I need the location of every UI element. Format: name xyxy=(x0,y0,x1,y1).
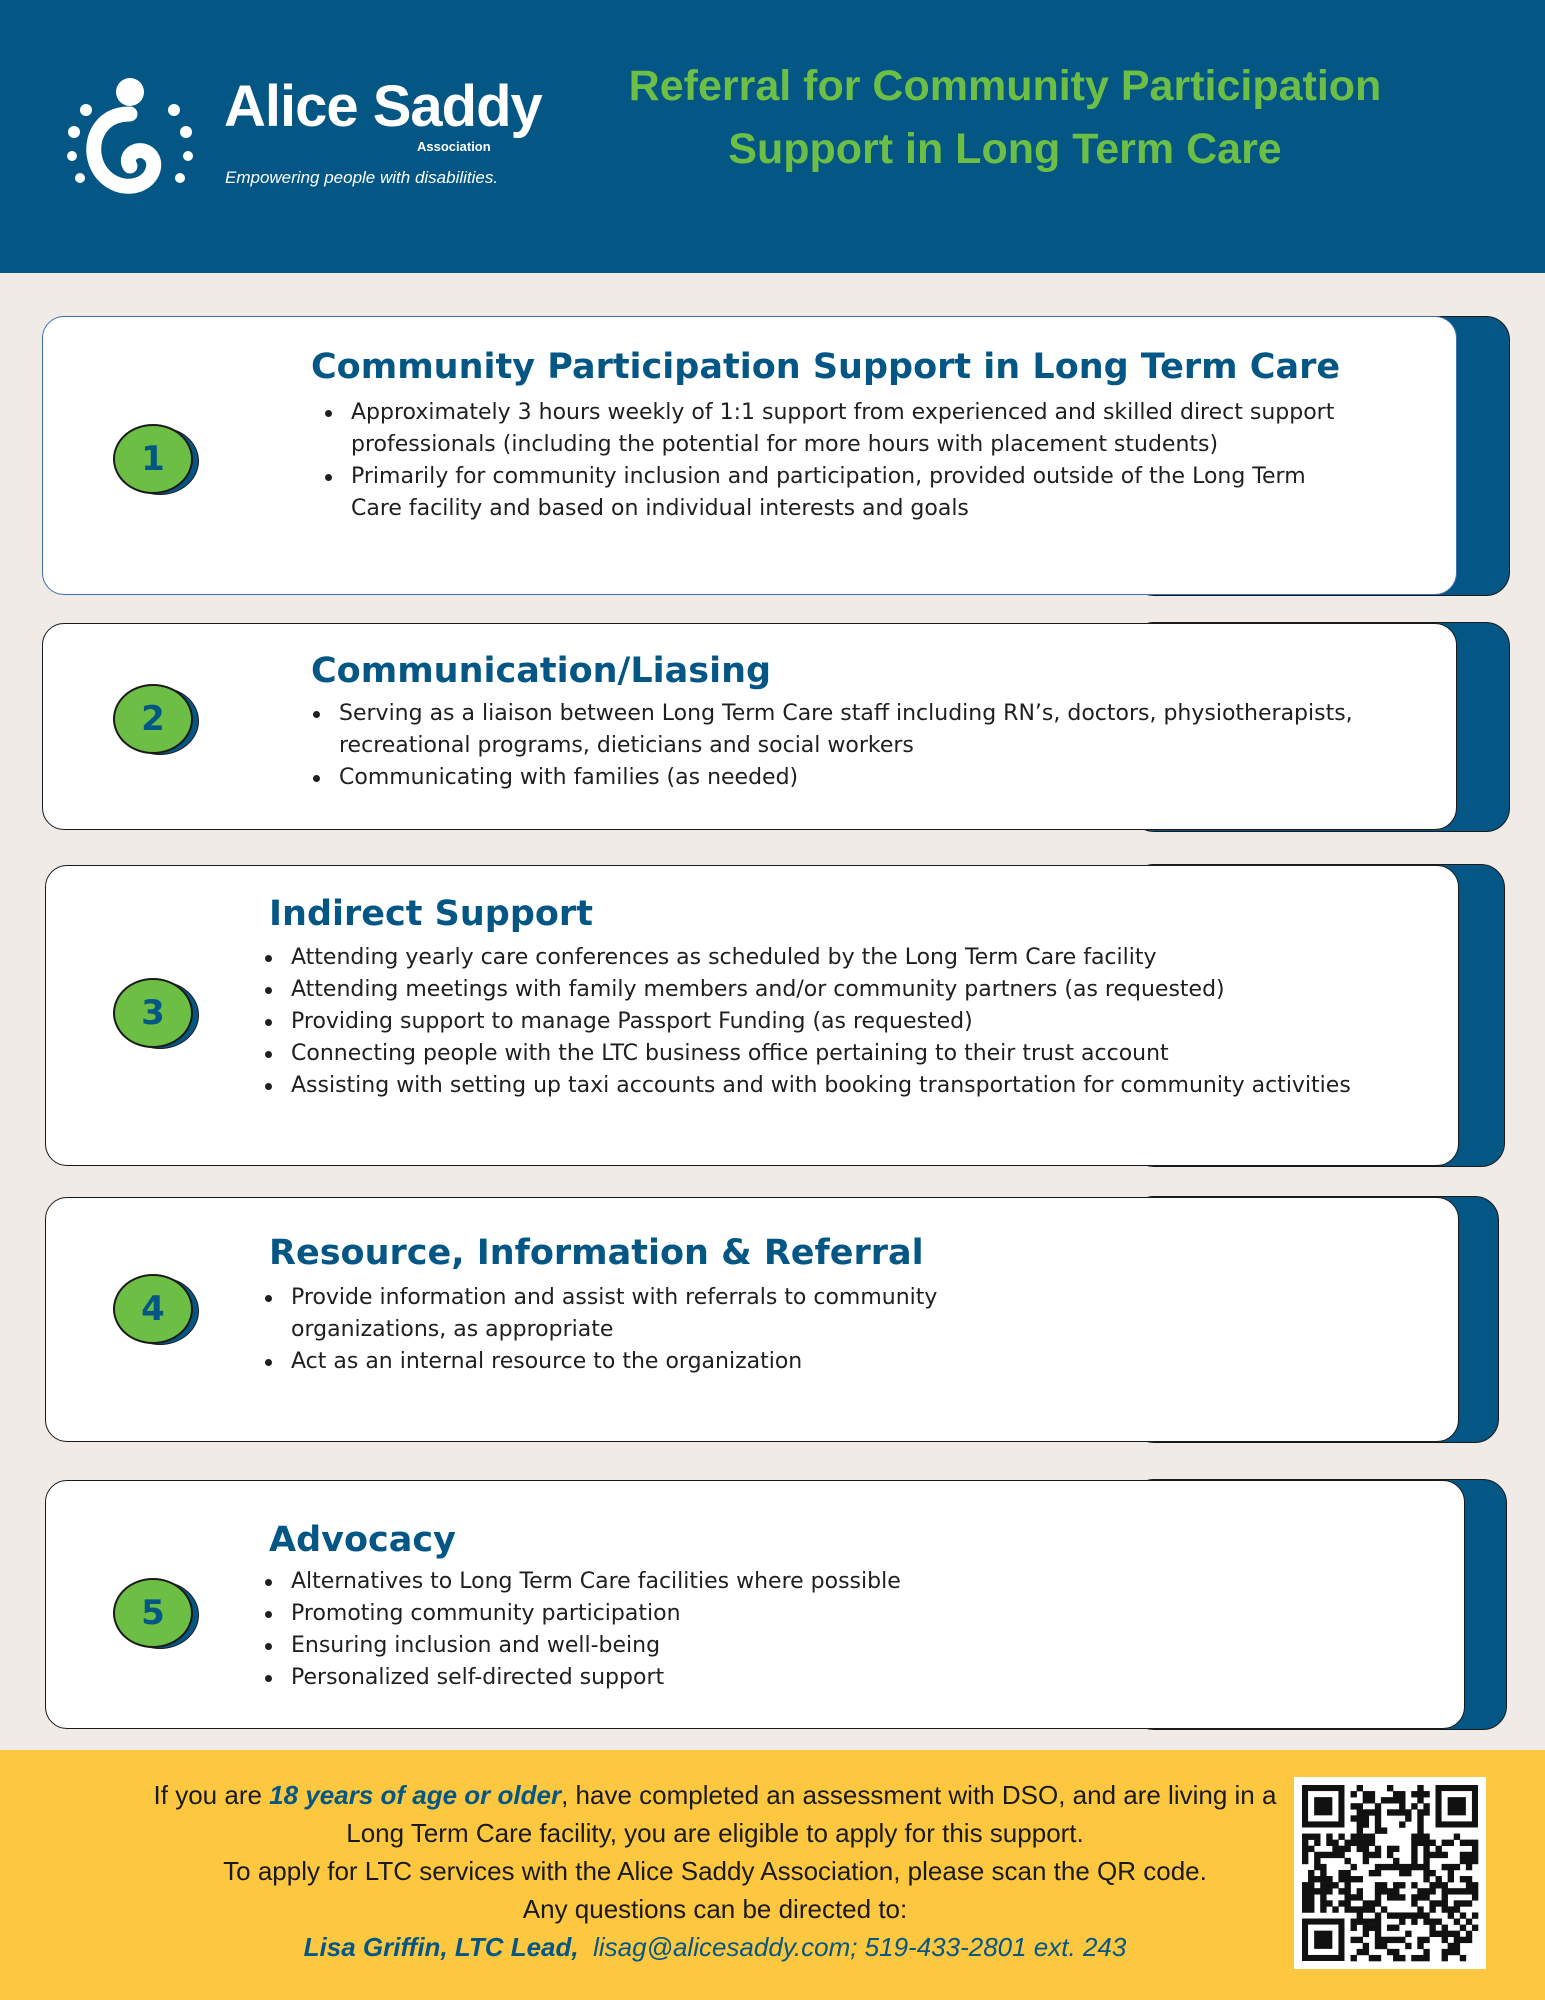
section-card-2 xyxy=(42,623,1457,830)
list-item: Connecting people with the LTC business office pertaining to their trust account xyxy=(259,1038,1369,1070)
page-title: Referral for Community Participation Support in Long Term Care xyxy=(628,62,1382,173)
number-badge-3 xyxy=(113,978,201,1050)
logo-icon xyxy=(64,74,199,204)
qr-code-icon[interactable] xyxy=(1294,1777,1486,1969)
list-item: Primarily for community inclusion and participation, provided outside of the Long Term Care facility and based on individual interests and goals xyxy=(319,461,1359,525)
section-number: 1 xyxy=(113,424,193,494)
footer xyxy=(0,1750,1545,2000)
list-item: Personalized self-directed support xyxy=(259,1662,1359,1694)
number-badge-4 xyxy=(113,1274,201,1346)
list-item: Providing support to manage Passport Funding (as requested) xyxy=(259,1006,1369,1038)
list-item: Ensuring inclusion and well-being xyxy=(259,1630,1359,1662)
section-card-3 xyxy=(45,865,1459,1166)
questions-text: Any questions can be directed to: xyxy=(522,1894,908,1924)
section-card-4 xyxy=(45,1197,1459,1442)
contact-line xyxy=(150,1928,1280,1966)
section-title: Advocacy xyxy=(269,1520,456,1560)
apply-instructions: To apply for LTC services with the Alice Saddy Association, please scan the QR code. xyxy=(223,1856,1207,1886)
contact-info[interactable]: lisag@alicesaddy.com; 519-433-2801 ext. 243 xyxy=(593,1932,1127,1962)
brand-sub: Association xyxy=(417,139,491,154)
section-title: Indirect Support xyxy=(269,894,593,934)
section-title: Community Participation Support in Long Term Care xyxy=(311,347,1341,387)
eligibility-text: If you are 18 years of age or older, have completed an assessment with DSO, and are living in a Long Term Care facility, you are eligible to apply for this support. xyxy=(153,1780,1277,1848)
section-card-1 xyxy=(42,316,1457,595)
list-item: Approximately 3 hours weekly of 1:1 support from experienced and skilled direct support professionals (including the potential for more hours with placement students) xyxy=(319,397,1359,461)
section-card-5 xyxy=(45,1480,1465,1729)
list-item: Act as an internal resource to the organization xyxy=(259,1346,1049,1378)
section-number: 4 xyxy=(113,1274,193,1344)
list-item: Attending yearly care conferences as scheduled by the Long Term Care facility xyxy=(259,942,1369,974)
list-item: Assisting with setting up taxi accounts and with booking transportation for community activities xyxy=(259,1070,1369,1102)
number-badge-1 xyxy=(113,424,201,496)
section-title: Resource, Information & Referral xyxy=(269,1233,924,1273)
contact-name: Lisa Griffin, LTC Lead, xyxy=(303,1932,579,1962)
header xyxy=(0,0,1545,273)
section-number: 5 xyxy=(113,1578,193,1648)
list-item: Provide information and assist with referrals to community organizations, as appropriate xyxy=(259,1282,1049,1346)
section-number: 2 xyxy=(113,684,193,754)
section-title: Communication/Liasing xyxy=(311,651,772,691)
number-badge-2 xyxy=(113,684,201,756)
qr-code-graphic xyxy=(1294,1777,1486,1969)
list-item: Communicating with families (as needed) xyxy=(307,762,1367,794)
footer-text xyxy=(150,1776,1280,1966)
brand-tagline: Empowering people with disabilities. xyxy=(225,168,499,187)
list-item: Serving as a liaison between Long Term Care staff including RN’s, doctors, physiotherapists, recreational programs, dieticians and social workers xyxy=(307,698,1367,762)
brand-name: Alice Saddy xyxy=(224,74,542,139)
bullet-list xyxy=(259,1282,1049,1378)
bullet-list xyxy=(319,397,1359,525)
list-item: Alternatives to Long Term Care facilities where possible xyxy=(259,1566,1359,1598)
bullet-list xyxy=(259,942,1369,1102)
age-highlight: 18 years of age or older xyxy=(269,1780,562,1810)
bullet-list xyxy=(259,1566,1359,1694)
section-number: 3 xyxy=(113,978,193,1048)
list-item: Promoting community participation xyxy=(259,1598,1359,1630)
list-item: Attending meetings with family members and/or community partners (as requested) xyxy=(259,974,1369,1006)
number-badge-5 xyxy=(113,1578,201,1650)
bullet-list xyxy=(307,698,1367,794)
